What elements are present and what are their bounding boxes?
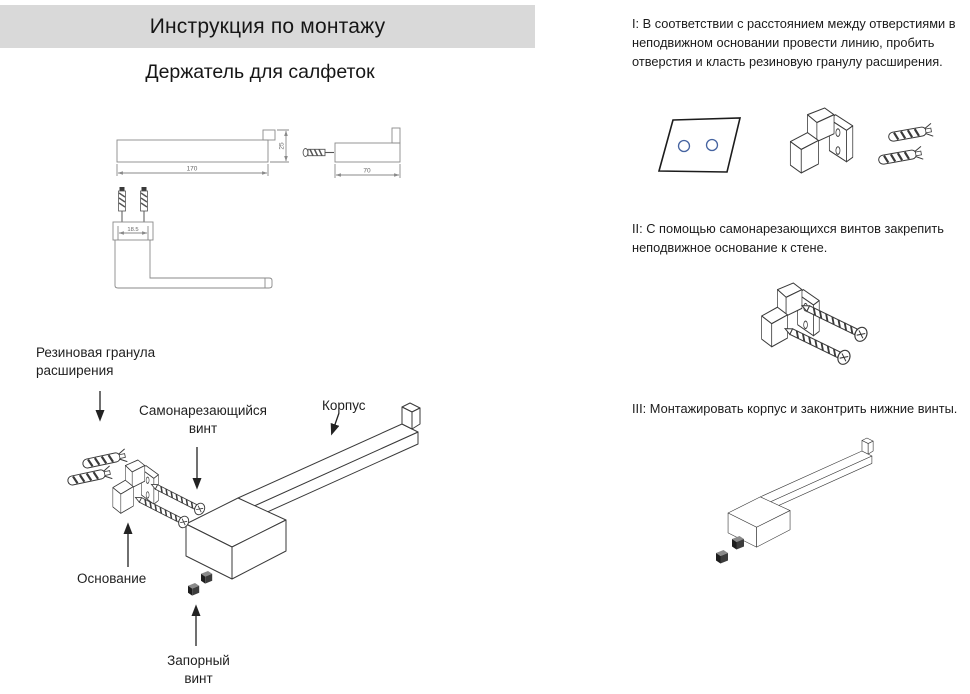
step-3-text: III: Монтажировать корпус и законтрить нижние винты. [632,401,958,416]
dim-depth: 70 [363,167,371,175]
lock-screw-icon [201,571,212,584]
step-1-illustration [640,100,962,205]
top-view-drawing [98,186,293,304]
header-bar [0,5,535,48]
wall-anchor-icon [141,187,148,222]
body-part-icon [728,438,873,547]
rubber-plug-icon [878,146,924,166]
label-base: Основание [77,571,147,586]
dim-hole-spacing: 18.5 [127,227,139,233]
wall-section [659,118,740,172]
step-3-illustration [690,428,970,588]
label-self-tapping-screw: Самонарезающийся винт [139,403,267,436]
base-part-icon [790,108,852,173]
side-view-drawing [298,115,416,195]
front-view-drawing [103,118,301,192]
step-2-illustration [700,272,920,380]
dim-length: 170 [186,165,198,173]
body-arrow [332,413,339,433]
screw-anchor-assembly-icon [303,149,334,157]
lock-screw-icon [188,583,199,596]
dim-height: 25 [278,142,286,150]
rubber-plug-icon [67,466,113,488]
lock-screw-icon [716,550,728,564]
page-title: Инструкция по монтажу [149,14,386,38]
label-body: Корпус [322,398,366,413]
rubber-plug-icon [82,449,128,471]
product-subtitle: Держатель для салфеток [145,61,375,83]
rubber-plug-icon [888,123,934,143]
step-1-text: I: В соответствии с расстоянием между отверстиями в неподвижном основании провести линию, пробить отверстия и класть резиновую гранулу расширения. [632,16,956,70]
lock-screw-icon [732,536,744,550]
label-lock-screw: Запорный винт [167,653,230,686]
label-rubber-plug: Резиновая гранула расширения [36,345,156,378]
wall-anchor-icon [119,187,126,222]
step-2-text: II: С помощью самонарезающихся винтов закрепить неподвижное основание к стене. [632,221,944,256]
